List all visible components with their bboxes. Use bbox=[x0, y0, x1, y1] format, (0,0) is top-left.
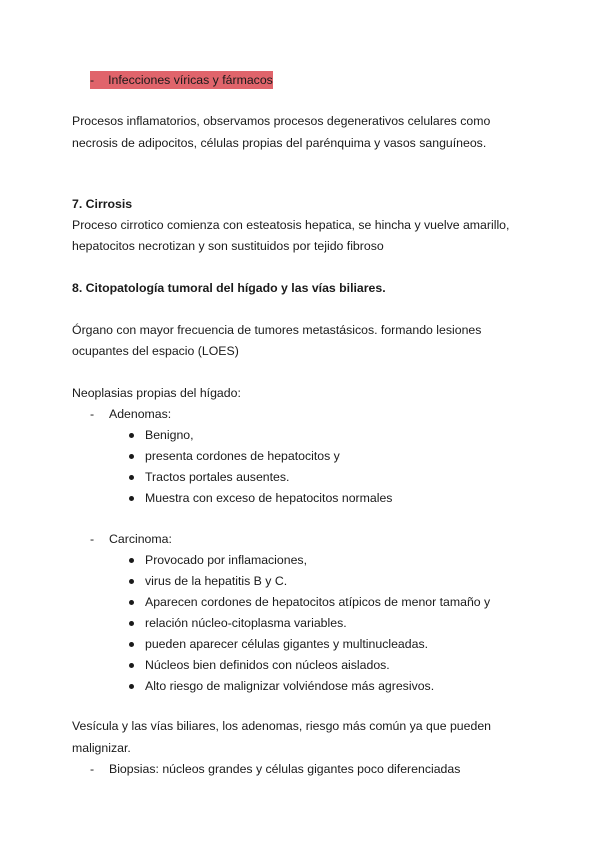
section8-intro-line2: ocupantes del espacio (LOES) bbox=[72, 344, 239, 358]
highlighted-item-text bbox=[90, 71, 273, 89]
bullet-icon bbox=[129, 558, 134, 563]
list-item: Alto riesgo de malignizar volviéndose más agresivos. bbox=[145, 679, 435, 693]
list-dash: - bbox=[90, 532, 95, 546]
section7-line2: hepatocitos necrotizan y son sustituidos por tejido fibroso bbox=[72, 239, 384, 253]
list-item: virus de la hepatitis B y C. bbox=[145, 574, 288, 588]
bullet-icon bbox=[129, 496, 134, 501]
list-dash: - bbox=[90, 73, 95, 87]
list-item: Aparecen cordones de hepatocitos atípicos de menor tamaño y bbox=[145, 595, 491, 609]
para1-line2: necrosis de adipocitos, células propias del parénquima y vasos sanguíneos. bbox=[72, 136, 487, 150]
bullet-icon bbox=[129, 454, 134, 459]
list-dash: - bbox=[90, 762, 95, 776]
bullet-icon bbox=[129, 433, 134, 438]
vesicula-line2: malignizar. bbox=[72, 741, 131, 755]
bullet-icon bbox=[129, 684, 134, 689]
list-item: pueden aparecer células gigantes y multinucleadas. bbox=[145, 637, 429, 651]
list-item: Núcleos bien definidos con núcleos aislados. bbox=[145, 658, 390, 672]
list-item: Provocado por inflamaciones, bbox=[145, 553, 307, 567]
neoplasias-title: Neoplasias propias del hígado: bbox=[72, 386, 241, 400]
list-item: Muestra con exceso de hepatocitos normales bbox=[145, 491, 393, 505]
section8-heading: 8. Citopatología tumoral del hígado y las vías biliares. bbox=[72, 281, 386, 295]
para1-line1: Procesos inflamatorios, observamos procesos degenerativos celulares como bbox=[72, 114, 491, 128]
list-item: presenta cordones de hepatocitos y bbox=[145, 449, 340, 463]
list-item: Tractos portales ausentes. bbox=[145, 470, 290, 484]
section7-heading: 7. Cirrosis bbox=[72, 197, 133, 211]
section7-line1: Proceso cirrotico comienza con esteatosis hepatica, se hincha y vuelve amarillo, bbox=[72, 218, 510, 232]
list-item: Benigno, bbox=[145, 428, 194, 442]
bullet-icon bbox=[129, 579, 134, 584]
list-dash: - bbox=[90, 407, 95, 421]
adenomas-label: Adenomas: bbox=[109, 407, 172, 421]
section8-intro-line1: Órgano con mayor frecuencia de tumores metastásicos. formando lesiones bbox=[72, 323, 482, 337]
bullet-icon bbox=[129, 600, 134, 605]
biopsias-text: Biopsias: núcleos grandes y células gigantes poco diferenciadas bbox=[109, 762, 461, 776]
bullet-icon bbox=[129, 475, 134, 480]
highlight-text: Infecciones víricas y fármacos bbox=[108, 73, 273, 87]
bullet-icon bbox=[129, 642, 134, 647]
vesicula-line1: Vesícula y las vías biliares, los adenomas, riesgo más común ya que pueden bbox=[72, 719, 492, 733]
list-item: relación núcleo-citoplasma variables. bbox=[145, 616, 347, 630]
carcinoma-label: Carcinoma: bbox=[109, 532, 172, 546]
bullet-icon bbox=[129, 663, 134, 668]
bullet-icon bbox=[129, 621, 134, 626]
